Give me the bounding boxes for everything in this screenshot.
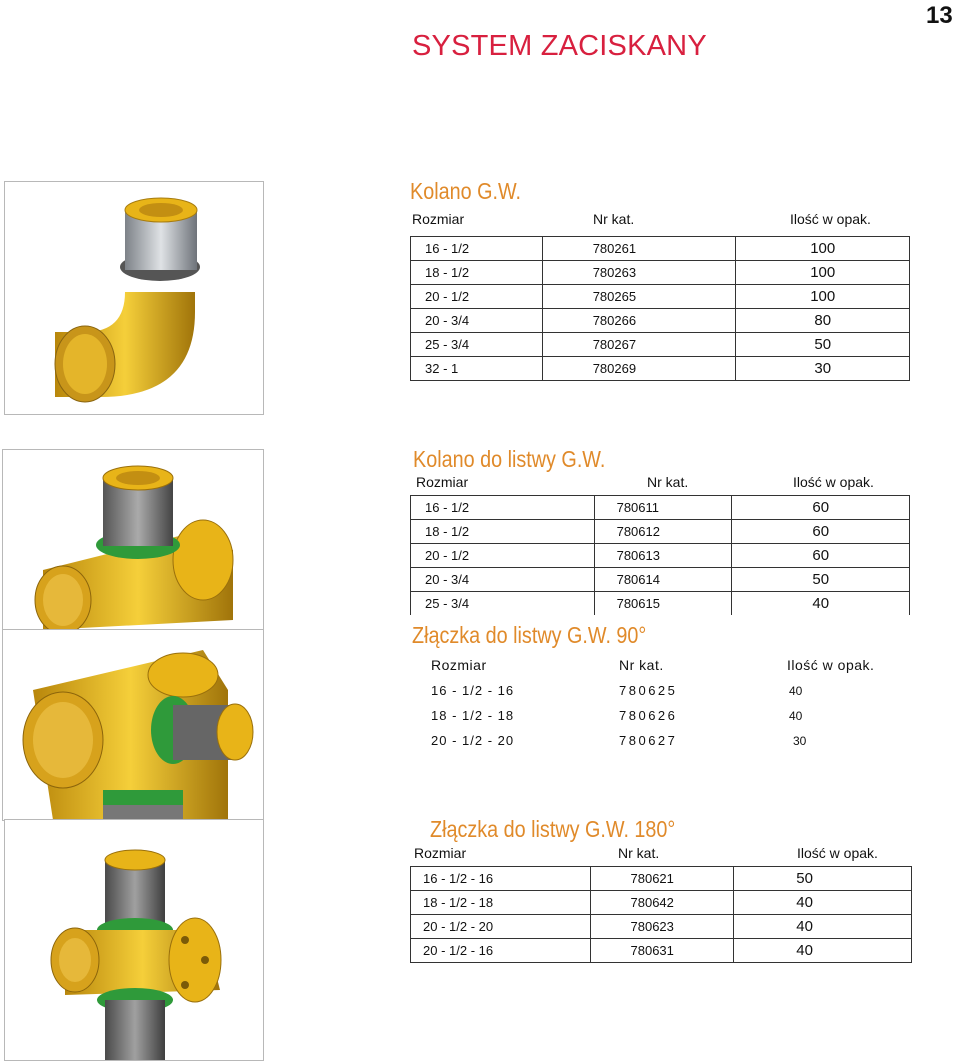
cell-cat: 780266: [542, 309, 736, 333]
cell-cat: 780267: [542, 333, 736, 357]
table-row: [411, 915, 912, 939]
cell-cat: 780611: [594, 496, 732, 520]
cell-qty: 50: [736, 333, 910, 357]
header-ilosc: Ilość w opak.: [797, 845, 878, 861]
cell-qty: 40: [789, 708, 803, 723]
cell-size: 20 - 3/4: [411, 568, 595, 592]
cell-cat: 780269: [542, 357, 736, 381]
cell-size: 18 - 1/2: [411, 520, 595, 544]
cell-qty: 50: [734, 867, 912, 891]
section-title-zlaczka-180: Złączka do listwy G.W. 180°: [430, 816, 676, 842]
table-row: [411, 285, 910, 309]
cell-cat: 780623: [590, 915, 734, 939]
page-title: SYSTEM ZACISKANY: [412, 30, 707, 62]
table-zlaczka-90: [431, 678, 871, 753]
table-zlaczka-180: [410, 866, 912, 963]
cell-size: 18 - 1/2 - 18: [431, 708, 515, 723]
cell-size: 16 - 1/2 - 16: [431, 683, 515, 698]
cell-size: 25 - 3/4: [411, 592, 595, 616]
cell-size: 20 - 1/2 - 16: [411, 939, 591, 963]
cell-qty: 40: [732, 592, 910, 616]
table-kolano-listwy: [410, 495, 910, 615]
table-row: [411, 867, 912, 891]
cell-cat: 780265: [542, 285, 736, 309]
cell-qty: 40: [734, 891, 912, 915]
cell-size: 16 - 1/2 - 16: [411, 867, 591, 891]
cell-size: 25 - 3/4: [411, 333, 543, 357]
cell-qty: 30: [736, 357, 910, 381]
cell-cat: 780631: [590, 939, 734, 963]
elbow-fitting-image: [4, 181, 264, 415]
header-rozmiar: Rozmiar: [414, 845, 467, 861]
table-row: [411, 939, 912, 963]
table-row: [411, 568, 910, 592]
header-nr-kat: Nr kat.: [618, 845, 660, 861]
cell-size: 20 - 1/2: [411, 544, 595, 568]
cell-cat: 780263: [542, 261, 736, 285]
table-row: [411, 544, 910, 568]
cell-qty: 80: [736, 309, 910, 333]
cell-size: 20 - 1/2: [411, 285, 543, 309]
cell-qty: 60: [732, 520, 910, 544]
cell-cat: 780625: [619, 683, 678, 698]
cell-cat: 780626: [619, 708, 678, 723]
cell-qty: 40: [789, 683, 803, 698]
cell-qty: 40: [734, 915, 912, 939]
cell-size: 32 - 1: [411, 357, 543, 381]
cell-size: 18 - 1/2 - 18: [411, 891, 591, 915]
cell-cat: 780612: [594, 520, 732, 544]
table-row: [431, 728, 871, 753]
cell-qty: 100: [736, 237, 910, 261]
table-row: [431, 678, 871, 703]
cell-cat: 780627: [619, 733, 678, 748]
header-nr-kat: Nr kat.: [593, 211, 635, 227]
cell-size: 16 - 1/2: [411, 496, 595, 520]
header-nr-kat: Nr kat.: [647, 474, 689, 490]
header-rozmiar: Rozmiar: [412, 211, 465, 227]
cell-qty: 60: [732, 544, 910, 568]
cell-cat: 780613: [594, 544, 732, 568]
cell-qty: 100: [736, 285, 910, 309]
header-ilosc: Ilość w opak.: [790, 211, 871, 227]
cell-cat: 780621: [590, 867, 734, 891]
table-row: [431, 703, 871, 728]
tee-fitting-90-image: [2, 629, 264, 821]
table-row: [411, 891, 912, 915]
section-title-kolano-listwy: Kolano do listwy G.W.: [413, 446, 606, 472]
cell-qty: 40: [734, 939, 912, 963]
wall-elbow-fitting-image: [2, 449, 264, 631]
table-row: [411, 357, 910, 381]
cell-size: 20 - 1/2 - 20: [411, 915, 591, 939]
cell-size: 20 - 3/4: [411, 309, 543, 333]
cell-qty: 100: [736, 261, 910, 285]
cell-cat: 780614: [594, 568, 732, 592]
cell-qty: 60: [732, 496, 910, 520]
cell-cat: 780261: [542, 237, 736, 261]
header-nr-kat: Nr kat.: [619, 657, 664, 673]
header-rozmiar: Rozmiar: [416, 474, 469, 490]
section-title-zlaczka-90: Złączka do listwy G.W. 90°: [412, 622, 647, 648]
tee-fitting-180-image: [4, 819, 264, 1061]
cell-size: 18 - 1/2: [411, 261, 543, 285]
cell-size: 16 - 1/2: [411, 237, 543, 261]
table-kolano: [410, 236, 910, 381]
cell-qty: 30: [793, 733, 807, 748]
table-row: [411, 496, 910, 520]
table-row: [411, 309, 910, 333]
table-row: [411, 592, 910, 616]
table-row: [411, 520, 910, 544]
cell-size: 20 - 1/2 - 20: [431, 733, 515, 748]
table-row: [411, 237, 910, 261]
header-ilosc: Ilość w opak.: [793, 474, 874, 490]
cell-qty: 50: [732, 568, 910, 592]
section-title-kolano: Kolano G.W.: [410, 178, 522, 204]
cell-cat: 780615: [594, 592, 732, 616]
header-rozmiar: Rozmiar: [431, 657, 487, 673]
table-row: [411, 333, 910, 357]
header-ilosc: Ilość w opak.: [787, 657, 875, 673]
table-row: [411, 261, 910, 285]
page-number: 13: [926, 2, 953, 29]
cell-cat: 780642: [590, 891, 734, 915]
